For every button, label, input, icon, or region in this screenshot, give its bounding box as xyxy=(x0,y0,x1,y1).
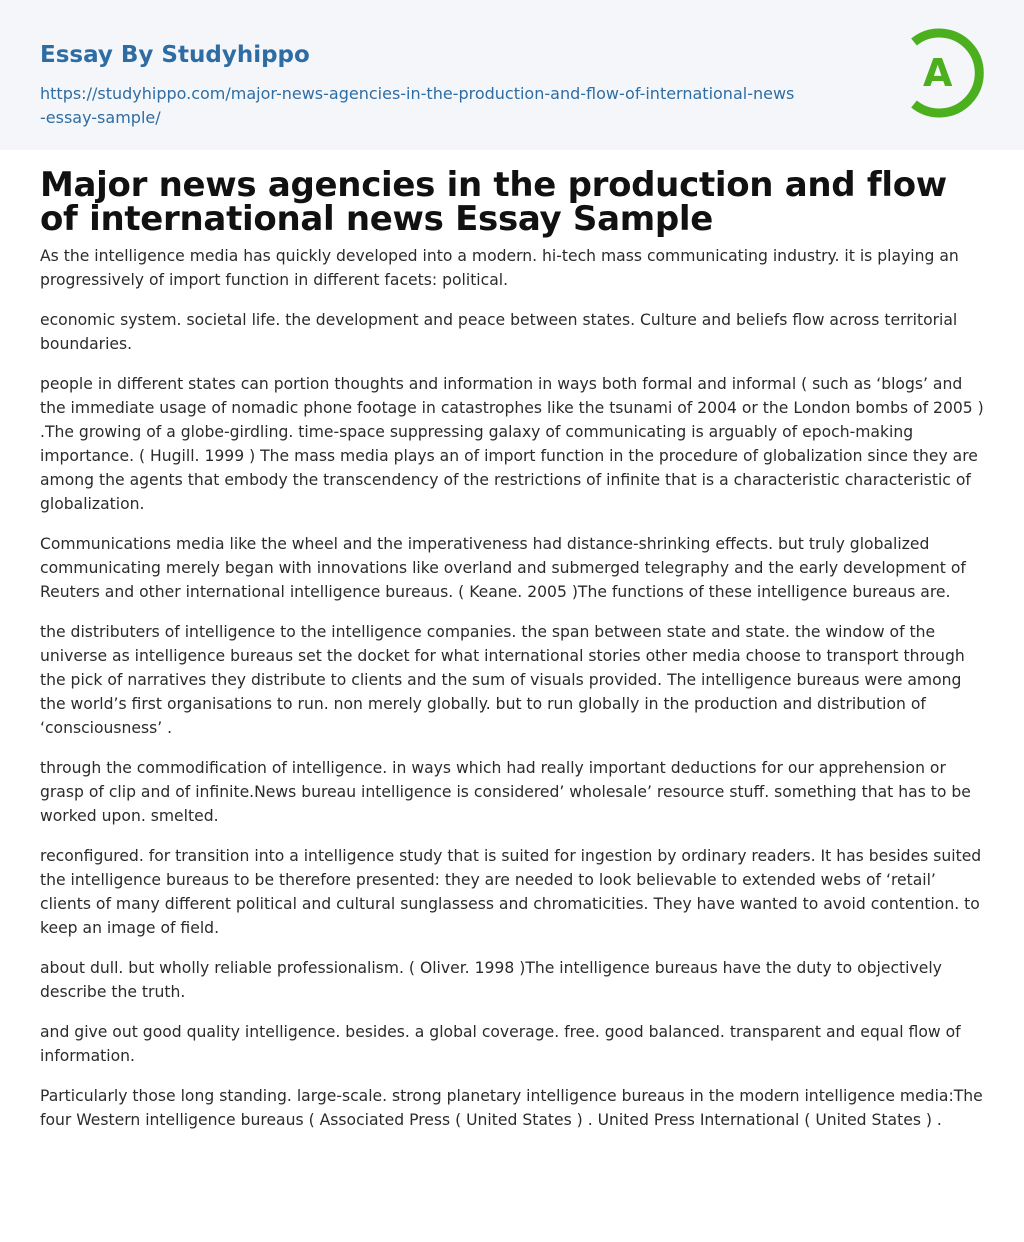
article-title: Major news agencies in the production and flow of international news Essay Sample xyxy=(40,165,947,239)
article-paragraph: people in different states can portion thoughts and information in ways both formal and informal ( such as ‘blogs’ and the immediate usage of nomadic phone footage in catastrophes like the tsunami of 2004 or the London bombs of 2005 ) .The growing of a globe-girdling. time-space suppressing galaxy of communicating is arguably of epoch-making importance. ( Hugill. 1999 ) The mass media plays an of import function in the procedure of globalization since they are among the agents that embody the transcendency of the restrictions of infinite that is a characteristic characteristic of globalization. xyxy=(40,375,984,513)
article-paragraph: Particularly those long standing. large-scale. strong planetary intelligence bureaus in the modern intelligence media:The four Western intelligence bureaus ( Associated Press ( United States ) . United Press International ( United States ) . xyxy=(40,1087,983,1129)
article-body xyxy=(0,150,1024,1132)
article-paragraph: through the commodification of intelligence. in ways which had really important deductions for our apprehension or grasp of clip and of infinite.News bureau intelligence is considered’ wholesale’ resource stuff. something that has to be worked upon. smelted. xyxy=(40,759,971,825)
studyhippo-logo-icon[interactable] xyxy=(896,28,986,118)
article-paragraph: and give out good quality intelligence. besides. a global coverage. free. good balanced. transparent and equal flow of information. xyxy=(40,1023,961,1065)
article-paragraph: reconfigured. for transition into a intelligence study that is suited for ingestion by ordinary readers. It has besides suited the intelligence bureaus to be therefore presented: they are needed to look believable to extended webs of ‘retail’ clients of many different political and cultural sunglassess and chromaticities. They have wanted to avoid contention. to keep an image of field. xyxy=(40,847,982,937)
page-header xyxy=(0,0,1024,150)
article-paragraph: economic system. societal life. the development and peace between states. Culture and beliefs flow across territorial boundaries. xyxy=(40,311,958,353)
article-paragraph: Communications media like the wheel and the imperativeness had distance-shrinking effects. but truly globalized communicating merely began with innovations like overland and submerged telegraphy and the early development of Reuters and other international intelligence bureaus. ( Keane. 2005 )The functions of these intelligence bureaus are. xyxy=(40,535,966,601)
site-brand[interactable]: Essay By Studyhippo xyxy=(40,42,310,68)
article-paragraph: As the intelligence media has quickly developed into a modern. hi-tech mass communicating industry. it is playing an progressively of import function in different facets: political. xyxy=(40,247,959,289)
article-paragraph: about dull. but wholly reliable professionalism. ( Oliver. 1998 )The intelligence bureaus have the duty to objectively describe the truth. xyxy=(40,959,942,1001)
essay-url-link[interactable]: https://studyhippo.com/major-news-agencies-in-the-production-and-flow-of-international-news-essay-sample/ xyxy=(40,84,795,127)
article-paragraph: the distributers of intelligence to the intelligence companies. the span between state and state. the window of the universe as intelligence bureaus set the docket for what international stories other media choose to transport through the pick of narratives they distribute to clients and the sum of visuals provided. The intelligence bureaus were among the world’s first organisations to run. non merely globally. but to run globally in the production and distribution of ‘consciousness’ . xyxy=(40,623,965,737)
logo-letter: A xyxy=(923,51,953,95)
